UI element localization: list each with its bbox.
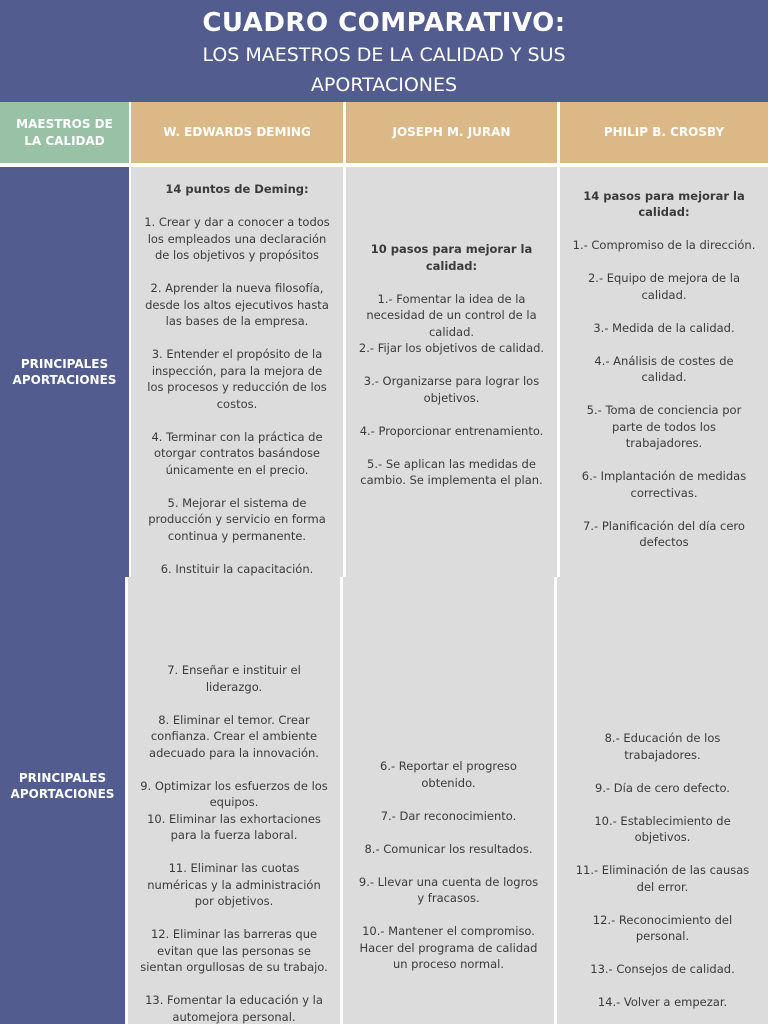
list-item: 7.- Planificación del día cero defectos <box>583 518 745 549</box>
deming-cell-2 <box>128 577 340 1024</box>
list-item: 2. Aprender la nueva filosofía, desde los altos ejecutivos hasta las bases de la empresa. <box>145 281 329 328</box>
list-item: 2.- Fijar los objetivos de calidad. <box>358 341 545 356</box>
column-header-juran: JOSEPH M. JURAN <box>346 102 557 163</box>
list-item: 6.- Reportar el progreso obtenido. <box>380 759 517 790</box>
list-item: 4.- Proporcionar entrenamiento. <box>359 423 544 438</box>
list-item: 3.- Medida de la calidad. <box>593 320 735 335</box>
crosby-cell-1 <box>560 167 768 577</box>
page-title: CUADRO COMPARATIVO: <box>202 8 566 38</box>
list-item: 5.- Se aplican las medidas de cambio. Se implementa el plan. <box>360 456 543 488</box>
list-item: 8. Eliminar el temor. Crear confianza. Crear el ambiente adecuado para la innovación. <box>149 712 319 760</box>
list-item: 7. Enseñar e instituir el liderazgo. <box>167 663 301 694</box>
column-header-crosby: PHILIP B. CROSBY <box>560 102 768 163</box>
column-header-deming: W. EDWARDS DEMING <box>131 102 343 163</box>
list-item: 3. Entender el propósito de la inspección, para la mejora de los procesos y reducción de los costos. <box>147 347 327 411</box>
column-header-masters: MAESTROS DE LA CALIDAD <box>0 102 129 163</box>
list-item: 3.- Organizarse para lograr los objetivos. <box>363 374 540 405</box>
page-subtitle: LOS MAESTROS DE LA CALIDAD Y SUS APORTACIONES <box>202 44 566 96</box>
juran-cell-2 <box>343 577 554 1024</box>
list-item: 11. Eliminar las cuotas numéricas y la administración por objetivos. <box>147 861 321 908</box>
list-item: 5. Mejorar el sistema de producción y servicio en forma continua y permanente. <box>148 495 326 543</box>
list-item: 1.- Fomentar la idea de la necesidad de un control de la calidad. <box>366 291 537 339</box>
list-item: 1. Crear y dar a conocer a todos los empleados una declaración de los objetivos y propósitos <box>144 215 330 262</box>
deming-cell-1 <box>131 167 343 577</box>
list-item: 8.- Comunicar los resultados. <box>364 841 533 856</box>
list-item: 9.- Llevar una cuenta de logros y fracasos. <box>358 874 539 906</box>
list-item: 4.- Análisis de costes de calidad. <box>594 353 734 384</box>
crosby-heading: 14 pasos para mejorar la calidad: <box>583 188 745 219</box>
juran-cell-1 <box>346 167 557 577</box>
list-item: 10.- Mantener el compromiso. Hacer del programa de calidad un proceso normal. <box>359 924 538 972</box>
list-item: 9. Optimizar los esfuerzos de los equipos. <box>140 778 328 809</box>
list-item: 13.- Consejos de calidad. <box>590 962 735 977</box>
list-item: 1.- Compromiso de la dirección. <box>572 238 756 252</box>
list-item: 11.- Eliminación de las causas del error. <box>575 863 750 894</box>
deming-heading: 14 puntos de Deming: <box>165 182 309 196</box>
list-item: 8.- Educación de los trabajadores. <box>604 731 721 762</box>
list-item: 2.- Equipo de mejora de la calidad. <box>587 271 741 302</box>
crosby-cell-2 <box>557 577 768 1024</box>
list-item: 12.- Reconocimiento del personal. <box>592 912 733 944</box>
list-item: 10. Eliminar las exhortaciones para la fuerza laboral. <box>147 811 321 842</box>
list-item: 6. Instituir la capacitación. <box>160 561 314 576</box>
juran-heading: 10 pasos para mejorar la calidad: <box>370 242 533 273</box>
list-item: 7.- Dar reconocimiento. <box>380 808 517 823</box>
row-label-contributions-2: PRINCIPALES APORTACIONES <box>0 577 125 1024</box>
list-item: 13. Fomentar la educación y la automejora personal. <box>145 993 323 1024</box>
list-item: 9.- Día de cero defecto. <box>595 780 730 795</box>
page-header <box>0 0 768 102</box>
list-item: 4. Terminar con la práctica de otorgar contratos basándose únicamente en el precio. <box>151 429 323 477</box>
list-item: 14.- Volver a empezar. <box>597 995 728 1010</box>
list-item: 5.- Toma de conciencia por parte de todos los trabajadores. <box>586 403 742 450</box>
list-item: 10.- Establecimiento de objetivos. <box>594 813 731 845</box>
row-label-contributions-1: PRINCIPALES APORTACIONES <box>0 167 129 577</box>
list-item: 6.- Implantación de medidas correctivas. <box>581 469 747 500</box>
list-item: 12. Eliminar las barreras que evitan que las personas se sientan orgullosas de su trabajo. <box>140 927 328 974</box>
